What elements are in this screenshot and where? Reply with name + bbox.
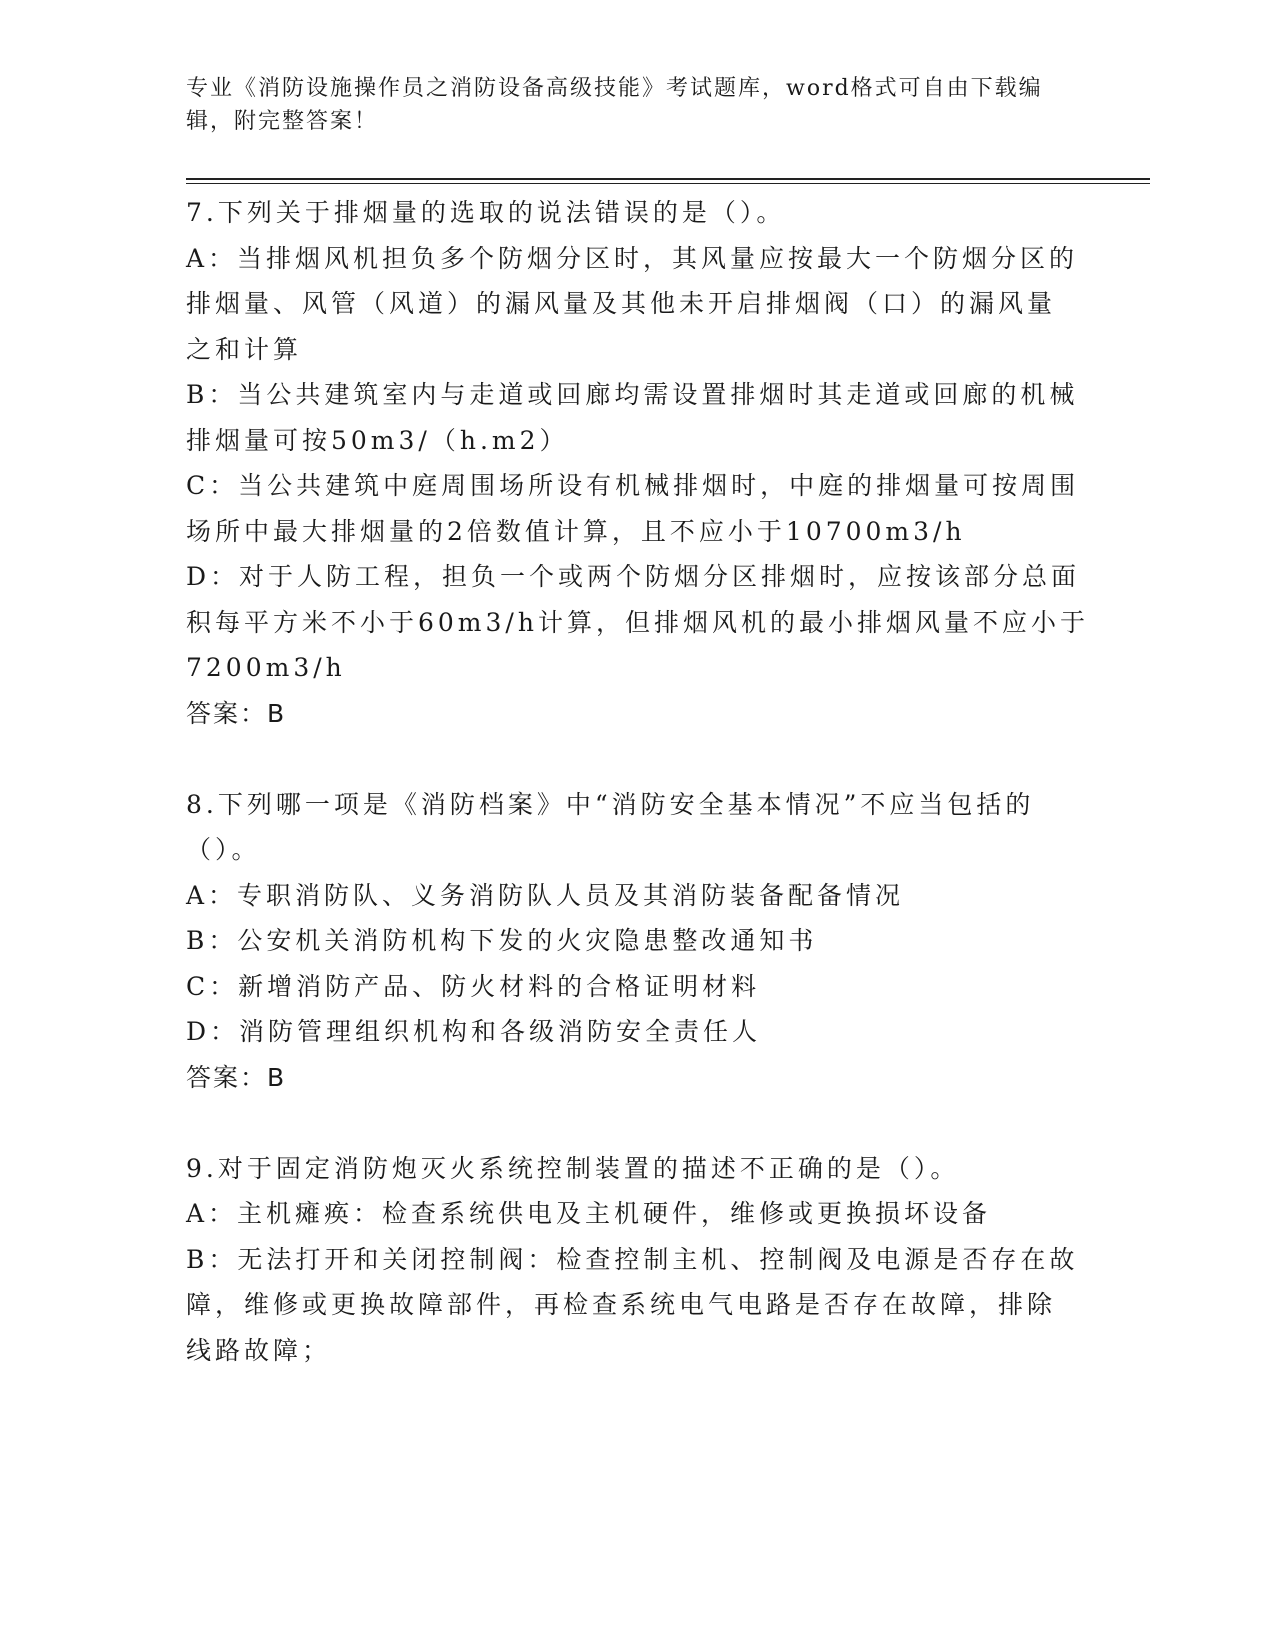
question-8-stem-cont: （）。 (186, 835, 261, 864)
question-7-option-d-cont-2: 7200m3/h (186, 653, 346, 682)
question-7-option-b: B：当公共建筑室内与走道或回廊均需设置排烟时其走道或回廊的机械 (186, 380, 1079, 409)
question-8-answer: 答案：B (186, 1062, 287, 1092)
question-9-option-b-cont-2: 线路故障； (186, 1335, 332, 1365)
question-8-option-c: C：新增消防产品、防火材料的合格证明材料 (186, 971, 761, 1001)
question-spacer (186, 736, 1076, 782)
page-header (186, 72, 1066, 138)
question-7-stem: 7.下列关于排烟量的选取的说法错误的是（）。 (186, 198, 786, 227)
question-9-option-b-cont-1: 障，维修或更换故障部件，再检查系统电气电路是否存在故障，排除 (186, 1290, 1057, 1319)
header-line-1: 专业《消防设施操作员之消防设备高级技能》考试题库，word格式可自由下载编 (186, 76, 1043, 101)
question-9-option-a: A：主机瘫痪：检查系统供电及主机硬件，维修或更换损坏设备 (186, 1199, 992, 1228)
question-8-stem: 8.下列哪一项是《消防档案》中“消防安全基本情况”不应当包括的 (186, 789, 1035, 819)
document-body (186, 190, 1089, 1373)
header-divider-thin (186, 183, 1150, 184)
header-divider-thick (186, 178, 1150, 180)
question-8-option-d: D：消防管理组织机构和各级消防安全责任人 (186, 1017, 762, 1046)
question-7-option-a-cont-1: 排烟量、风管（风道）的漏风量及其他未开启排烟阀（口）的漏风量 (186, 289, 1057, 318)
header-line-2: 辑，附完整答案！ (186, 109, 379, 134)
question-7-option-a: A：当排烟风机担负多个防烟分区时，其风量应按最大一个防烟分区的 (186, 243, 1079, 273)
question-7-option-b-cont: 排烟量可按50m3/（h.m2） (186, 425, 569, 455)
question-9 (186, 1146, 1079, 1374)
question-8 (186, 782, 1076, 1101)
question-7-answer: 答案：B (186, 698, 287, 728)
question-8-option-b: B：公安机关消防机构下发的火灾隐患整改通知书 (186, 926, 818, 955)
question-7-option-c-cont: 场所中最大排烟量的2倍数值计算，且不应小于10700m3/h (186, 516, 966, 546)
question-9-stem: 9.对于固定消防炮灭火系统控制装置的描述不正确的是（）。 (186, 1153, 960, 1183)
question-7 (186, 190, 1089, 736)
question-7-option-d: D：对于人防工程，担负一个或两个防烟分区排烟时，应按该部分总面 (186, 562, 1081, 591)
question-7-option-c: C：当公共建筑中庭周围场所设有机械排烟时，中庭的排烟量可按周围 (186, 471, 1080, 500)
question-spacer (186, 1100, 1076, 1146)
question-8-option-a: A：专职消防队、义务消防队人员及其消防装备配备情况 (186, 880, 905, 910)
question-7-option-d-cont-1: 积每平方米不小于60m3/h计算，但排烟风机的最小排烟风量不应小于 (186, 607, 1089, 637)
question-7-option-a-cont-2: 之和计算 (186, 334, 303, 364)
question-9-option-b: B：无法打开和关闭控制阀：检查控制主机、控制阀及电源是否存在故 (186, 1244, 1079, 1274)
